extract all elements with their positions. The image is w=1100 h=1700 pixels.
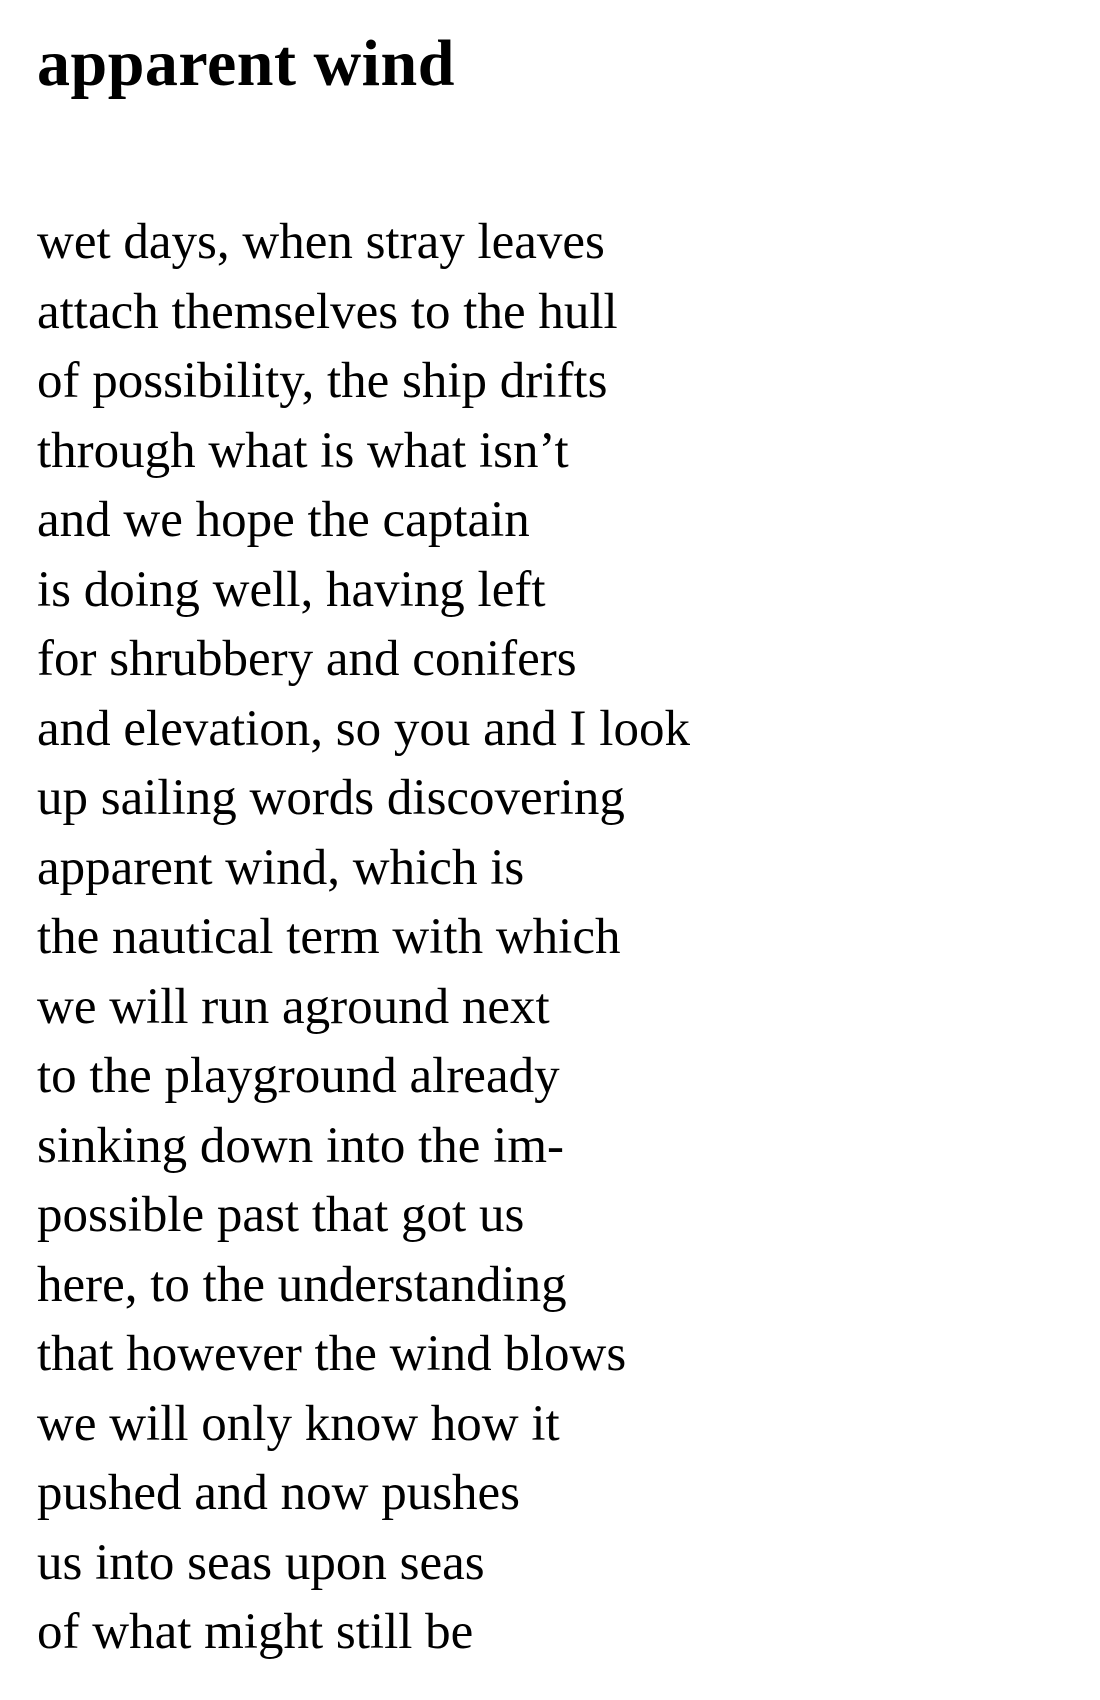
poem-line: that however the wind blows: [37, 1326, 627, 1382]
poem-line: possible past that got us: [37, 1187, 525, 1243]
poem-line: is doing well, having left: [37, 561, 546, 618]
poem-line: here, to the understanding: [37, 1256, 567, 1313]
poem-body: [37, 208, 1067, 1668]
poem-line: of possibility, the ship drifts: [37, 353, 608, 409]
poem-line: through what is what isn’t: [37, 422, 569, 479]
poem-line: us into seas upon seas: [37, 1534, 485, 1591]
poem-line: of what might still be: [37, 1604, 474, 1660]
poem-line: we will run aground next: [37, 978, 550, 1035]
poem-line: and elevation, so you and I look: [37, 700, 690, 757]
poem-line: wet days, when stray leaves: [37, 214, 605, 270]
poem-line: apparent wind, which is: [37, 839, 525, 896]
poem-page: [37, 24, 1067, 1668]
poem-line: the nautical term with which: [37, 909, 621, 965]
poem-line: and we hope the captain: [37, 492, 530, 548]
poem-line: we will only know how it: [37, 1395, 560, 1452]
poem-line: to the playground already: [37, 1048, 560, 1104]
poem-line: for shrubbery and conifers: [37, 631, 577, 687]
poem-line: up sailing words discovering: [37, 770, 625, 826]
poem-line: pushed and now pushes: [37, 1465, 521, 1521]
poem-line: attach themselves to the hull: [37, 283, 618, 340]
poem-line: sinking down into the im-: [37, 1117, 564, 1174]
poem-title: apparent wind: [37, 27, 455, 100]
